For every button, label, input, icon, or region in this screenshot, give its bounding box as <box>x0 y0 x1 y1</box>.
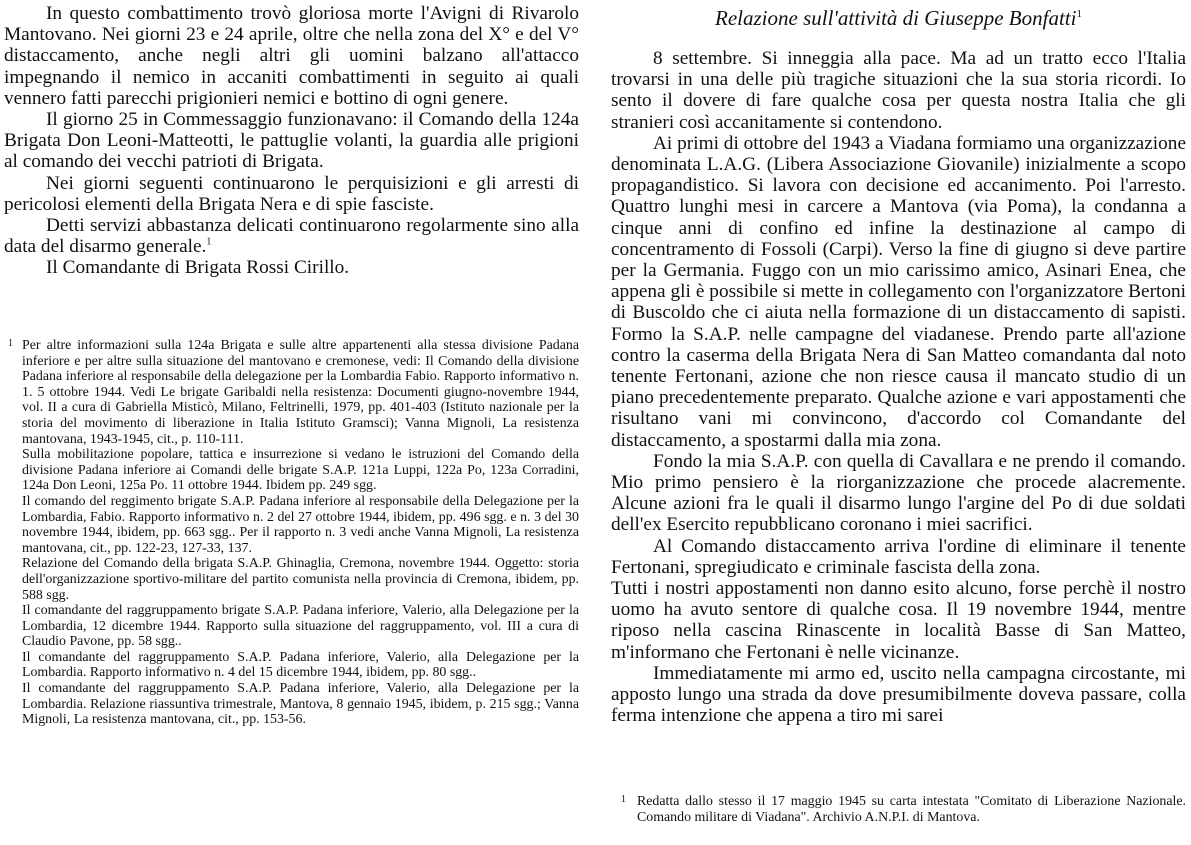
footnote-entry <box>4 603 579 650</box>
footnote-mark: 1 <box>8 338 13 349</box>
right-paragraph: Fondo la mia S.A.P. con quella di Cavallara e ne prendo il comando. Mio primo pensiero è la riorganizzazione che procede alacremente. Alcune azioni fra le quali il disarmo lungo l'argine del Po di due soldati dell'ex Esercito repubblicano coronano i miei sacrifici. <box>611 450 1186 536</box>
footnote-entry <box>4 681 579 728</box>
right-column <box>611 0 1186 727</box>
footnote-text: Relazione del Comando della brigata S.A.P. Ghinaglia, Cremona, novembre 1944. Oggetto: storia dell'organizzazione sportivo-militare del partito comunista nella provincia di Cremona, ibidem, pp. 588 sgg. <box>22 556 579 603</box>
right-body-text <box>611 48 1186 727</box>
section-title <box>611 2 1186 30</box>
right-paragraph: Ai primi di ottobre del 1943 a Viadana formiamo una organizzazione denominata L.A.G. (Libera Associazione Giovanile) inizialmente a scopo propagandistico. Si lavora con decisione ed accanimento. Poi l'arresto. Quattro lunghi mesi in carcere a Mantova (via Poma), la condanna a cinque anni di confino ed infine la destinazione al campo di concentramento di Fossoli (Carpi). Verso la fine di giugno si deve partire per la Germania. Fuggo con un mio carissimo amico, Asinari Enea, che appena gli è possibile si mette in collegamento con l'organizzatore Bertoni di Buscoldo che ci aiuta nella formazione di un distaccamento di sapisti. Formo la S.A.P. nelle campagne del viadanese. Prendo parte all'azione contro la caserma della Brigata Nera di San Matteo comandanta dal noto tenente Fertonani, azione che non riesce causa il mancato studio di un piano precedentemente preparato. Qualche azione e vari appostamenti che risultano vani mi convincono, d'accordo col Comandante del distaccamento, a spostarmi dalla mia zona. <box>611 132 1186 451</box>
left-paragraph: Il giorno 25 in Commessaggio funzionavano: il Comando della 124a Brigata Don Leoni-Matteotti, le pattuglie volanti, la guardia alle prigioni al comando dei vecchi patrioti di Brigata. <box>4 109 579 173</box>
footnote-text: Redatta dallo stesso il 17 maggio 1945 su carta intestata "Comitato di Liberazione Nazionale. Comando militare di Viadana". Archivio A.N.P.I. di Mantova. <box>637 794 1186 825</box>
title-footnote-reference: 1 <box>1076 8 1082 20</box>
right-paragraph-continuation: Tutti i nostri appostamenti non danno esito alcuno, forse perchè il nostro uomo ha avuto sentore di qualche cosa. Il 19 novembre 1944, mentre riposo nella cascina Rinascente in località Basse di San Matteo, m'informano che Fertonani è nelle vicinanze. <box>611 578 1186 663</box>
footnote-entry <box>4 494 579 556</box>
footnote-text: Sulla mobilitazione popolare, tattica e insurrezione si vedano le istruzioni del Comando della divisione Padana inferiore ai Comandi delle brigate S.A.P. 121a Luppi, 122a Po, 123a Corradini, 124a Don Leoni, 125a Po. 11 ottobre 1944. Ibidem pp. 249 sgg. <box>22 447 579 494</box>
footnote-text: Il comandante del raggruppamento brigate S.A.P. Padana inferiore, Valerio, alla Delegazione per la Lombardia, 12 dicembre 1944. Rapporto sulla situazione del raggruppamento, vol. III a cura di Claudio Pavone, pp. 58 sgg.. <box>22 603 579 650</box>
right-footnotes <box>611 794 1186 825</box>
footnote-entry <box>4 338 579 447</box>
footnote-entry <box>4 447 579 494</box>
footnote-reference: 1 <box>206 236 212 248</box>
left-footnotes <box>4 338 579 728</box>
right-paragraph: Al Comando distaccamento arriva l'ordine di eliminare il tenente Fertonani, spregiudicato e criminale fascista della zona. <box>611 535 1186 578</box>
footnote-text: Il comando del reggimento brigate S.A.P. Padana inferiore al responsabile della Delegazione per la Lombardia, Fabio. Rapporto informativo n. 2 del 27 ottobre 1944, ibidem, pp. 496 sgg. e n. 3 del 30 novembre 1944, ibidem, pp. 663 sgg.. Per il rapporto n. 3 vedi anche Vanna Mignoli, La resistenza mantovana, cit., pp. 122-23, 127-33, 137. <box>22 493 579 556</box>
left-paragraph-with-note <box>4 215 579 257</box>
signature-line: Il Comandante di Brigata Rossi Cirillo. <box>46 257 350 279</box>
left-column <box>4 0 579 279</box>
footnote-mark: 1 <box>621 794 626 805</box>
left-paragraph: Nei giorni seguenti continuarono le perquisizioni e gli arresti di pericolosi elementi della Brigata Nera e di spie fasciste. <box>4 172 579 215</box>
footnote-entry <box>4 556 579 603</box>
footnote-entry <box>4 650 579 681</box>
right-paragraph: Immediatamente mi armo ed, uscito nella campagna circostante, mi apposto lungo una strada da dove presumibilmente doveva passare, colla ferma intenzione che appena a tiro mi sarei <box>611 662 1186 727</box>
section-title-text: Relazione sull'attività di Giuseppe Bonfatti <box>715 6 1077 30</box>
footnote-text: Il comandante del raggruppamento S.A.P. Padana inferiore, Valerio, alla Delegazione per la Lombardia. Relazione riassuntiva trimestrale, Mantova, 8 gennaio 1945, ibidem, p. 215 sgg.; Vanna Mignoli, La resistenza mantovana, cit., pp. 153-56. <box>22 681 579 728</box>
left-paragraph-text: Detti servizi abbastanza delicati continuarono regolarmente sino alla data del disarmo generale. <box>4 215 579 258</box>
left-body-text <box>4 3 579 279</box>
footnote-text: Il comandante del raggruppamento S.A.P. Padana inferiore, Valerio, alla Delegazione per la Lombardia. Rapporto informativo n. 4 del 15 dicembre 1944, ibidem, pp. 80 sgg.. <box>22 649 579 681</box>
right-paragraph: 8 settembre. Si inneggia alla pace. Ma ad un tratto ecco l'Italia trovarsi in una delle più tragiche situazioni che la sua storia ricordi. Io sento il dovere di fare qualche cosa per questa nostra Italia che gli stranieri così accanitamente si contendono. <box>611 48 1186 133</box>
footnote-text: Per altre informazioni sulla 124a Brigata e sulle altre appartenenti alla stessa divisione Padana inferiore e per altre sulla situazione del mantovano e cremonese, vedi: Il Comando della divisione Padana inferiore al responsabile della delegazione per la Lombardia Fabio. Rapporto informativo n. 1. 5 ottobre 1944. Vedi Le brigate Garibaldi nella resistenza: Documenti giugno-novembre 1944, vol. II a cura di Gabriella Misticò, Milano, Feltrinelli, 1979, pp. 401-403 (Istituto nazionale per la storia del movimento di liberazione in Italia Istituto Gramsci); Vanna Mignoli, La resistenza mantovana, 1943-1945, cit., p. 110-111. <box>22 338 579 447</box>
footnote-entry <box>611 794 1186 825</box>
left-paragraph: In questo combattimento trovò gloriosa morte l'Avigni di Rivarolo Mantovano. Nei giorni 23 e 24 aprile, oltre che nella zona del X° e del V° distaccamento, anche negli altri gli uomini balzano all'attacco impegnando il nemico in accaniti combattimenti in seguito ai quali vennero fatti parecchi prigionieri nemici e bottino di ogni genere. <box>4 3 579 109</box>
